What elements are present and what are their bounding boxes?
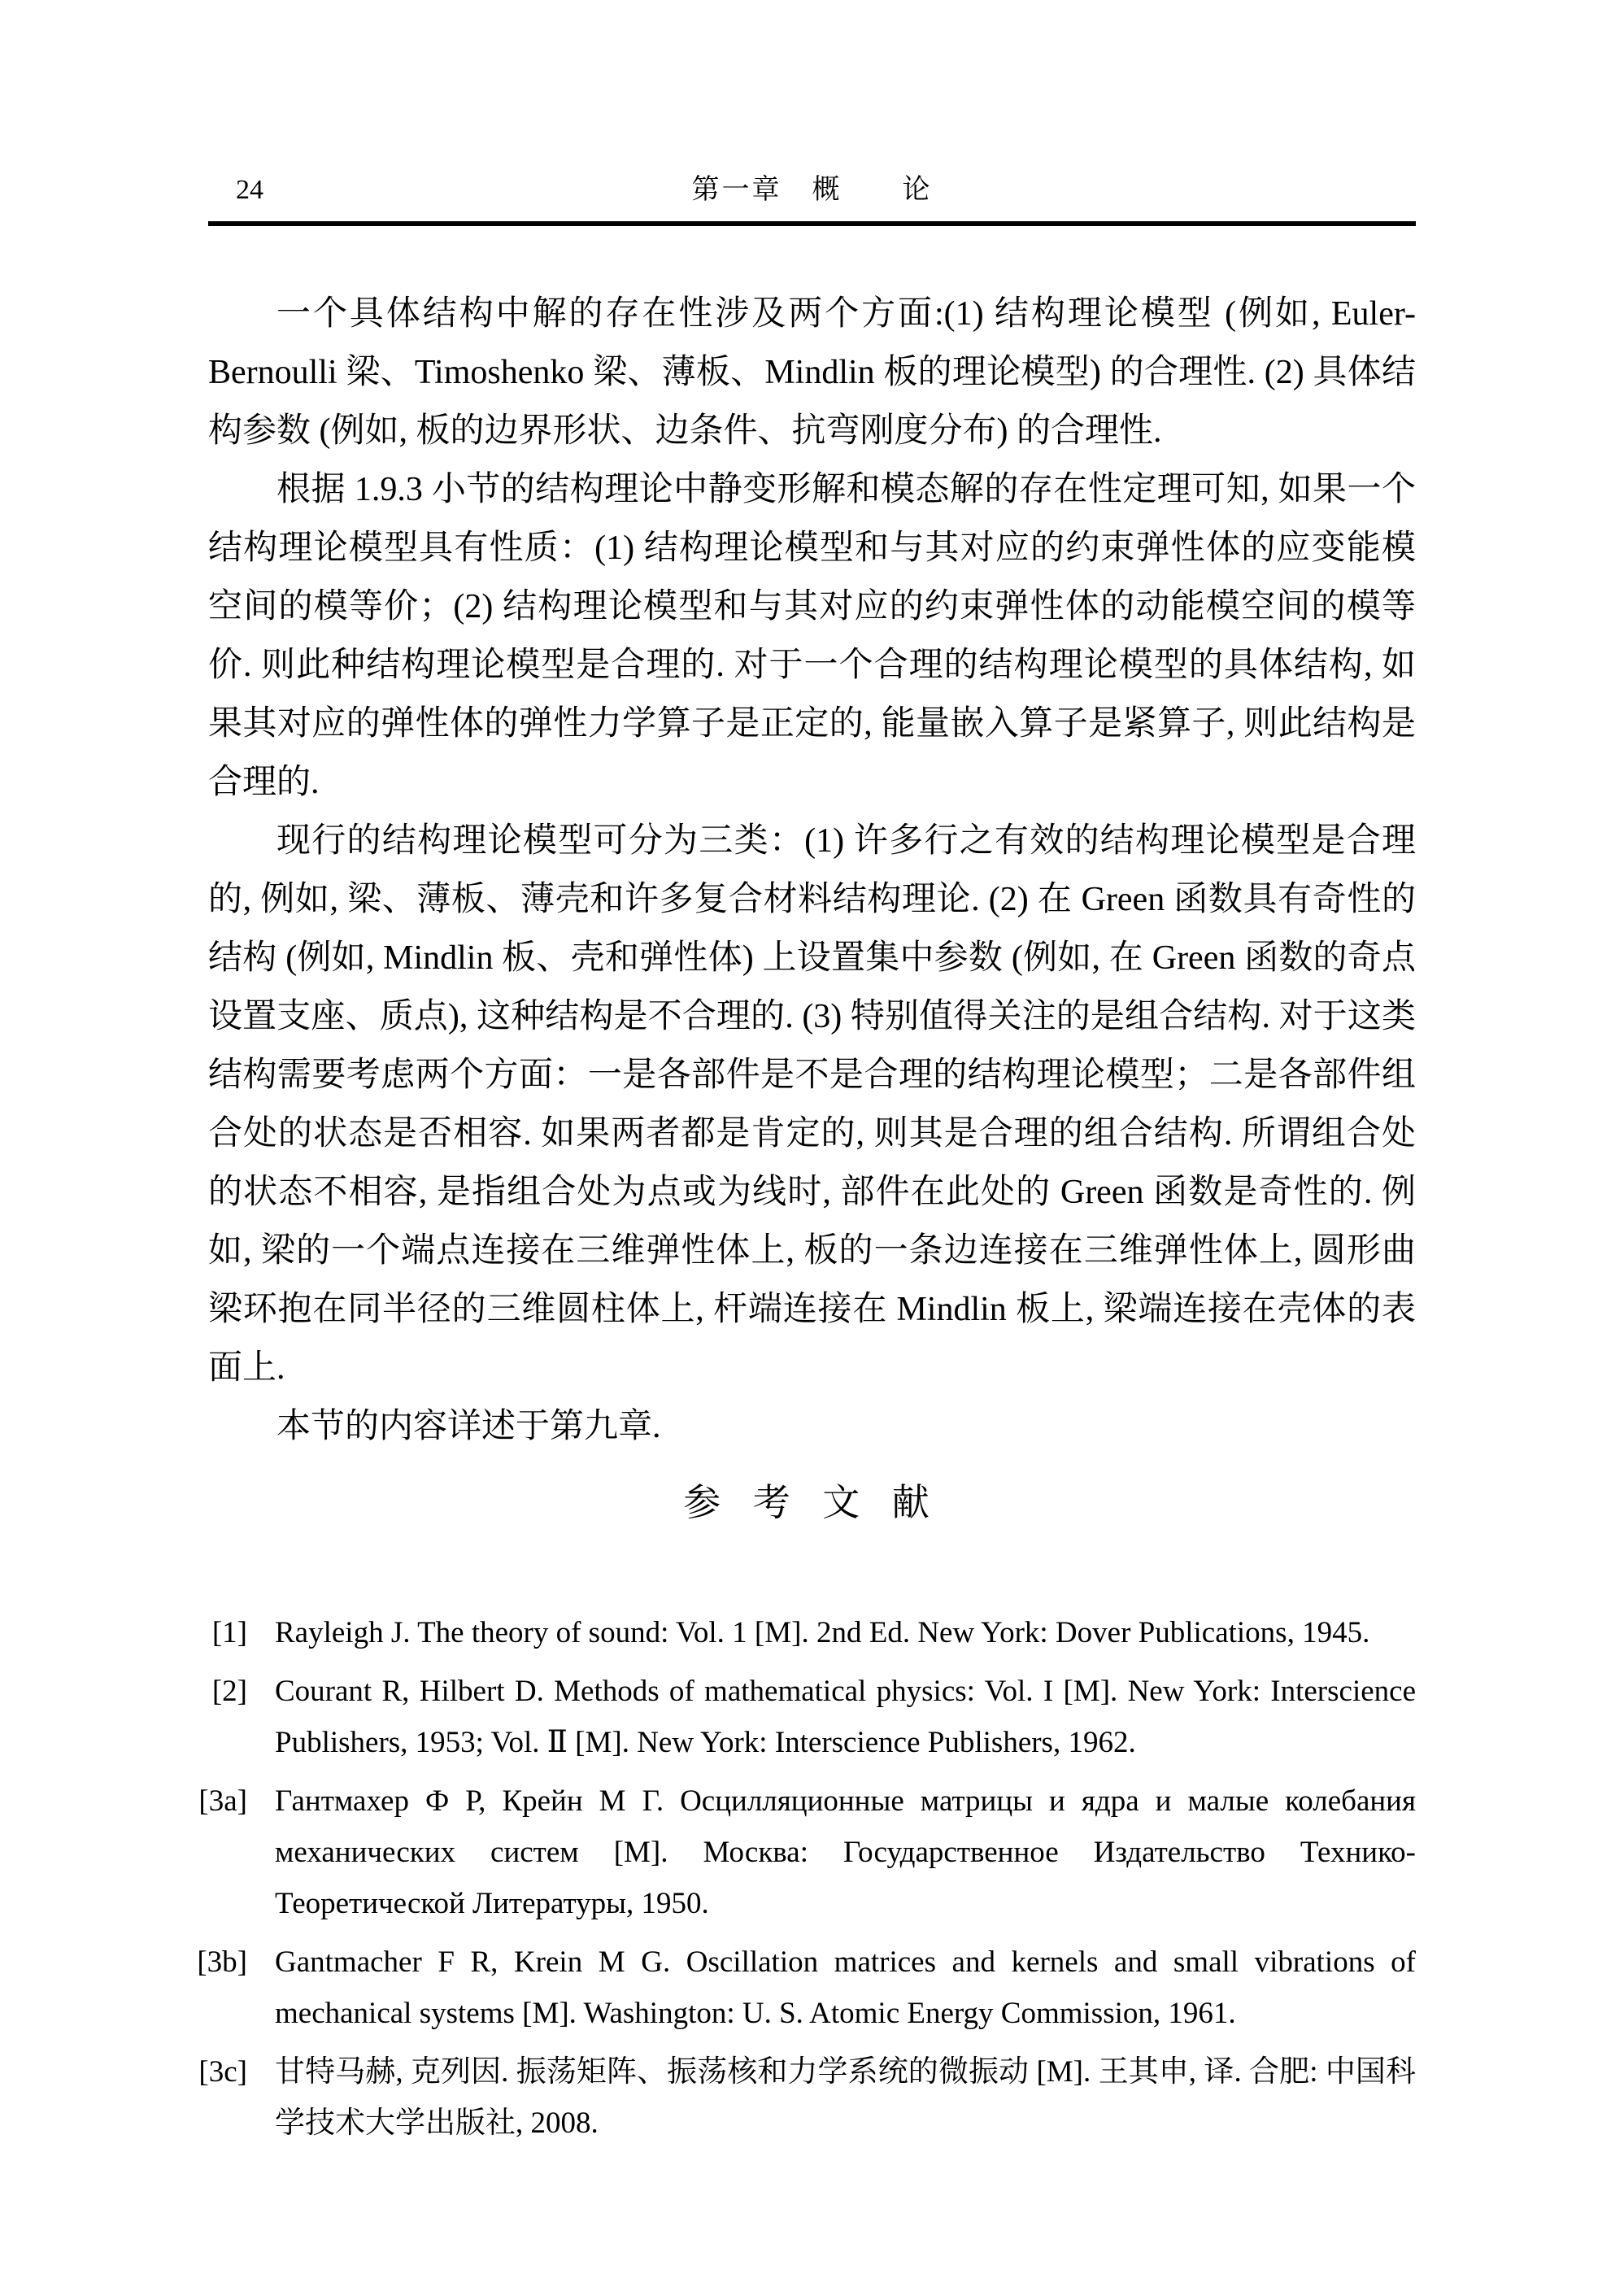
paragraph-2: 根据 1.9.3 小节的结构理论中静变形解和模态解的存在性定理可知, 如果一个结构理论模型具有性质：(1) 结构理论模型和与其对应的约束弹性体的应变能模空间的模等价；(2) 结构理论模型和与其对应的约束弹性体的动能模空间的模等价. 则此种结构理论模型是合理的. 对于一个合理的结构理论模型的具体结构, 如果其对应的弹性体的弹性力学算子是正定的, 能量嵌入算子是紧算子, 则此结构是合理的. [208,471,1416,801]
reference-label: [3c] [198,2055,247,2089]
reference-text: Gantmacher F R, Krein M G. Oscillation matrices and kernels and small vibrations of mechanical systems [M]. Washington: U. S. Atomic Energy Commission, 1961. [275,1945,1416,2030]
page-content [197,0,1416,2149]
body-text [208,285,1416,1456]
reference-label: [1] [211,1616,247,1649]
reference-entry [208,1666,1416,1768]
paragraph-3: 现行的结构理论模型可分为三类：(1) 许多行之有效的结构理论模型是合理的, 例如, 梁、薄板、薄壳和许多复合材料结构理论. (2) 在 Green 函数具有奇性的结构 (例如, Mindlin 板、壳和弹性体) 上设置集中参数 (例如, 在 Green 函数的奇点设置支座、质点), 这种结构是不合理的. (3) 特别值得关注的是组合结构. 对于这类结构需要考虑两个方面：一是各部件是不是合理的结构理论模型；二是各部件组合处的状态是否相容. 如果两者都是肯定的, 则其是合理的组合结构. 所谓组合处的状态不相容, 是指组合处为点或为线时, 部件在此处的 Green 函数是奇性的. 例如, 梁的一个端点连接在三维弹性体上, 板的一条边连接在三维弹性体上, 圆形曲梁环抱在同半径的三维圆柱体上, 杆端连接在 Mindlin 板上, 梁端连接在壳体的表面上. [208,822,1416,1387]
reference-entry [198,2046,1416,2149]
reference-text: 甘特马赫, 克列因. 振荡矩阵、振荡核和力学系统的微振动 [M]. 王其申, 译. 合肥: 中国科学技术大学出版社, 2008. [275,2055,1416,2140]
reference-text: Гантмахер Ф Р, Крейн М Г. Осцилляционные матрицы и ядра и малые колебания механических систем [M]. Москва: Государственное Издательство Технико-Теоретической Литературы, 1950. [275,1784,1416,1920]
reference-entry [197,1937,1416,2039]
references-title: 参 考 文 献 [683,1482,941,1523]
reference-text: Courant R, Hilbert D. Methods of mathematical physics: Vol. I [M]. New York: Interscience Publishers, 1953; Vol. Ⅱ [M]. New York: Interscience Publishers, 1962. [275,1675,1416,1759]
reference-label: [3a] [198,1784,247,1818]
running-head [208,172,1416,208]
reference-entry [208,1607,1416,1658]
header-rule [208,221,1416,226]
page-number: 24 [236,175,263,205]
reference-label: [3b] [197,1945,247,1979]
chapter-title: 第一章 概 论 [691,175,933,205]
reference-label: [2] [211,1675,247,1708]
reference-entry [198,1775,1416,1929]
references-list [197,1607,1416,2149]
reference-text: Rayleigh J. The theory of sound: Vol. 1 [M]. 2nd Ed. New York: Dover Publications, 1945. [275,1616,1370,1649]
paragraph-4: 本节的内容详述于第九章. [276,1408,661,1445]
paragraph-1: 一个具体结构中解的存在性涉及两个方面:(1) 结构理论模型 (例如, Euler-Bernoulli 梁、Timoshenko 梁、薄板、Mindlin 板的理论模型) 的合理性. (2) 具体结构参数 (例如, 板的边界形状、边条件、抗弯刚度分布) 的合理性. [208,295,1416,450]
